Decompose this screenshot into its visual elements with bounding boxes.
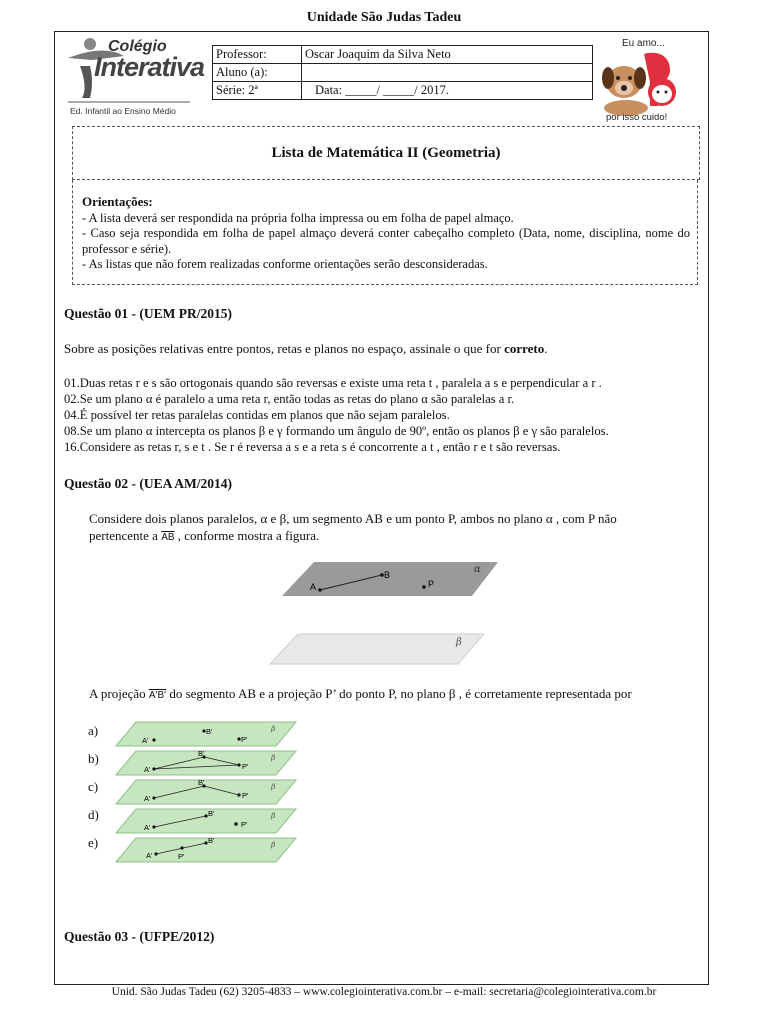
q1-item: 16.Considere as retas r, s e t . Se r é reversa a s e a reta s é concorrente a t , então r e t são reversas. [64, 440, 561, 454]
orientation-item: - Caso seja respondida em folha de papel almaço deverá conter cabeçalho completo (Data, nome, disciplina, nome do professor e série). [82, 226, 690, 256]
answer-options [88, 717, 99, 857]
option-c-plane [116, 778, 296, 804]
question-2-title: Questão 02 - (UEA AM/2014) [64, 476, 232, 491]
list-title: Lista de Matemática II (Geometria) [72, 126, 700, 180]
option-label[interactable]: a) [88, 723, 99, 738]
q1-prompt-end: . [544, 341, 548, 356]
point-p-label: P [428, 579, 435, 589]
school-logo [64, 36, 205, 120]
svg-text:B': B' [198, 778, 205, 787]
option-b-plane [116, 749, 296, 775]
segment-a-b-prime: A'B' [148, 690, 167, 701]
q1-item: 02.Se um plano α é paralelo a uma reta r, então todas as retas do plano α são paralelas a r. [64, 392, 515, 406]
svg-text:B': B' [198, 749, 205, 758]
date-field[interactable] [302, 82, 593, 100]
option-d-plane [116, 809, 296, 833]
logo-text-2: Interativa [94, 52, 205, 82]
options-figure [112, 718, 302, 864]
svg-text:P': P' [242, 791, 249, 800]
q1-item: 08.Se um plano α intercepta os planos β e γ formando um ângulo de 90º, então os planos β e γ são paralelos. [64, 424, 609, 438]
q2-p3-text: A projeção [89, 686, 149, 701]
professor-label: Professor: [213, 46, 302, 64]
brand-top-text: Eu amo... [622, 38, 665, 49]
q2-p2-text: pertencente a [89, 528, 162, 543]
svg-text:β: β [271, 840, 276, 849]
orientations-heading: Orientações: [82, 194, 153, 209]
q2-p2-end: , conforme mostra a figura. [174, 528, 320, 543]
info-table [212, 45, 593, 100]
logo-subtitle: Ed. Infantil ao Ensino Médio [70, 106, 176, 116]
option-label[interactable]: e) [88, 835, 99, 850]
pets-illustration-icon [596, 48, 692, 118]
svg-text:P': P' [178, 852, 185, 861]
svg-text:B': B' [208, 836, 215, 845]
q2-paragraph-1: Considere dois planos paralelos, α e β, um segmento AB e um ponto P, ambos no plano α , com P não [89, 511, 617, 526]
svg-text:A': A' [144, 794, 151, 803]
professor-value: Oscar Joaquim da Silva Neto [302, 46, 593, 64]
q2-p3-end: do segmento AB e a projeção P’ do ponto P, no plano β , é corretamente representada por [166, 686, 632, 701]
point-b-label: B [384, 570, 391, 580]
question-1-prompt [64, 341, 548, 357]
grade-label: Série: 2ª [213, 82, 302, 100]
svg-text:β: β [271, 724, 276, 733]
student-label: Aluno (a): [213, 64, 302, 82]
logo-text-1: Colégio [108, 38, 167, 55]
svg-text:P': P' [241, 735, 248, 744]
svg-text:B': B' [206, 727, 213, 736]
orientations-box [72, 180, 698, 285]
q1-item: 01.Duas retas r e s são ortogonais quando são reversas e existe uma reta t , paralela a s e perpendicular a r . [64, 376, 602, 390]
svg-text:A': A' [144, 823, 151, 832]
orientation-item: - As listas que não forem realizadas conforme orientações serão desconsideradas. [82, 257, 488, 271]
q1-item: 04.É possível ter retas paralelas contidas em planos que não sejam paralelos. [64, 408, 450, 422]
svg-text:A': A' [144, 765, 151, 774]
student-field[interactable] [302, 64, 593, 82]
point-a-label: A [310, 582, 317, 592]
option-label[interactable]: b) [88, 751, 99, 766]
question-3-title: Questão 03 - (UFPE/2012) [64, 929, 215, 944]
svg-text:P': P' [241, 820, 248, 829]
plane-beta [270, 634, 484, 664]
svg-text:B': B' [208, 809, 215, 818]
svg-text:A': A' [146, 851, 153, 860]
svg-text:A': A' [142, 736, 149, 745]
q2-paragraph-3 [89, 686, 632, 702]
brand-bottom-text: por isso cuido! [606, 112, 668, 123]
svg-text:P': P' [242, 762, 249, 771]
option-e-plane [116, 836, 296, 862]
date-text: Data: _____/ _____/ 2017. [315, 83, 450, 97]
unit-title: Unidade São Judas Tadeu [306, 10, 462, 25]
svg-text:β: β [271, 811, 276, 820]
brand-badge [596, 36, 692, 126]
q2-paragraph-2 [89, 528, 319, 544]
question-1-items [64, 375, 704, 455]
alpha-label: α [474, 564, 481, 575]
option-a-plane [116, 722, 296, 746]
svg-text:β: β [271, 753, 276, 762]
segment-ab: $\overline{AB}$ [161, 532, 175, 543]
beta-label: β [456, 637, 462, 648]
planes-figure [268, 556, 498, 670]
orientation-item: - A lista deverá ser respondida na própria folha impressa ou em folha de papel almaço. [82, 210, 514, 225]
footer-contact: Unid. São Judas Tadeu (62) 3205-4833 – www.colegiointerativa.com.br – e-mail: secretaria@colegiointerativa.com.br [111, 986, 657, 998]
option-label[interactable]: d) [88, 807, 99, 822]
q1-prompt-text: Sobre as posições relativas entre pontos, retas e planos no espaço, assinale o que for [64, 341, 505, 356]
q1-prompt-bold: correto [504, 341, 545, 356]
option-label[interactable]: c) [88, 779, 99, 794]
svg-text:β: β [271, 782, 276, 791]
question-1-title: Questão 01 - (UEM PR/2015) [64, 306, 232, 321]
